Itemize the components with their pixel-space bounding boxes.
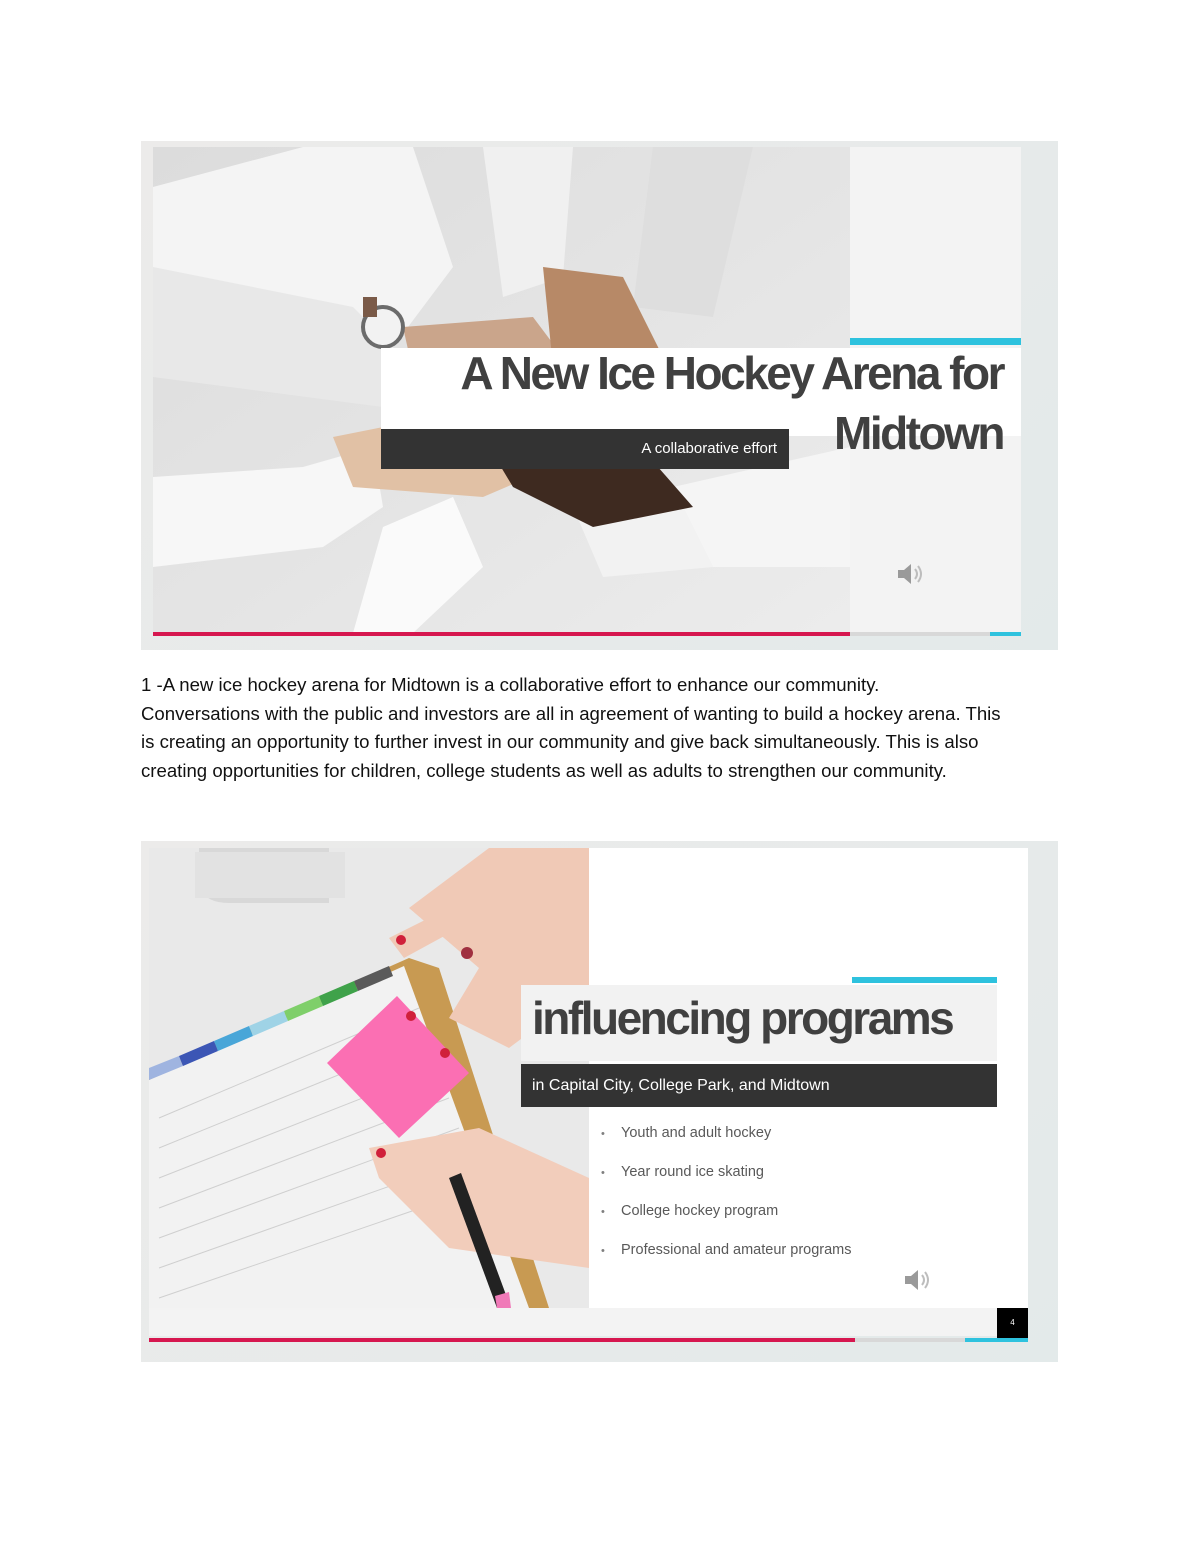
slide-2-footer-grey-bar: [855, 1338, 965, 1342]
paragraph-line: creating opportunities for children, college students as well as adults to strengthen our community.: [141, 759, 947, 781]
paragraph-line: is creating an opportunity to further invest in our community and give back simultaneously. This is also: [141, 731, 979, 753]
bullet-icon: •: [601, 1245, 605, 1257]
slide-2-footer: [149, 1308, 1028, 1336]
slide-1-accent-bar-top: [850, 338, 1021, 345]
bullet-text: College hockey program: [621, 1203, 779, 1219]
slide-1-footer-grey-bar: [850, 632, 990, 636]
slide-2-footer-cyan-bar: [965, 1338, 1028, 1342]
slide-2-title: influencing programs: [532, 992, 953, 1044]
list-item: [601, 1164, 852, 1203]
speaker-icon[interactable]: [895, 559, 929, 589]
slide-2-subtitle: in Capital City, College Park, and Midtown: [532, 1077, 830, 1094]
bullet-icon: •: [601, 1128, 605, 1140]
slide-2-page-number: 4: [997, 1308, 1028, 1338]
list-item: [601, 1125, 852, 1164]
speaker-icon[interactable]: [902, 1265, 936, 1295]
slide-1-title-line-1: A New Ice Hockey Arena for: [460, 347, 1003, 399]
bullet-text: Youth and adult hockey: [621, 1125, 772, 1141]
paragraph-line: Conversations with the public and investors are all in agreement of wanting to build a hockey arena. This: [141, 702, 1001, 724]
slide-1-subtitle: A collaborative effort: [641, 440, 777, 457]
slide-1-notes-paragraph: [141, 671, 1081, 785]
slide-2-bullet-list: [601, 1125, 852, 1281]
bullet-icon: •: [601, 1167, 605, 1179]
bullet-text: Year round ice skating: [621, 1164, 764, 1180]
slide-1: [141, 141, 1058, 650]
slide-1-footer-pink-bar: [153, 632, 850, 636]
list-item: [601, 1242, 852, 1281]
list-item: [601, 1203, 852, 1242]
slide-2-footer-pink-bar: [149, 1338, 855, 1342]
bullet-icon: •: [601, 1206, 605, 1218]
slide-2: [141, 841, 1058, 1362]
slide-1-title-line-2: Midtown: [834, 407, 1003, 459]
slide-1-footer-cyan-bar: [990, 632, 1021, 636]
slide-2-accent-bar-top: [852, 977, 997, 983]
bullet-text: Professional and amateur programs: [621, 1242, 852, 1258]
paragraph-line: 1 -A new ice hockey arena for Midtown is a collaborative effort to enhance our community.: [141, 674, 880, 695]
